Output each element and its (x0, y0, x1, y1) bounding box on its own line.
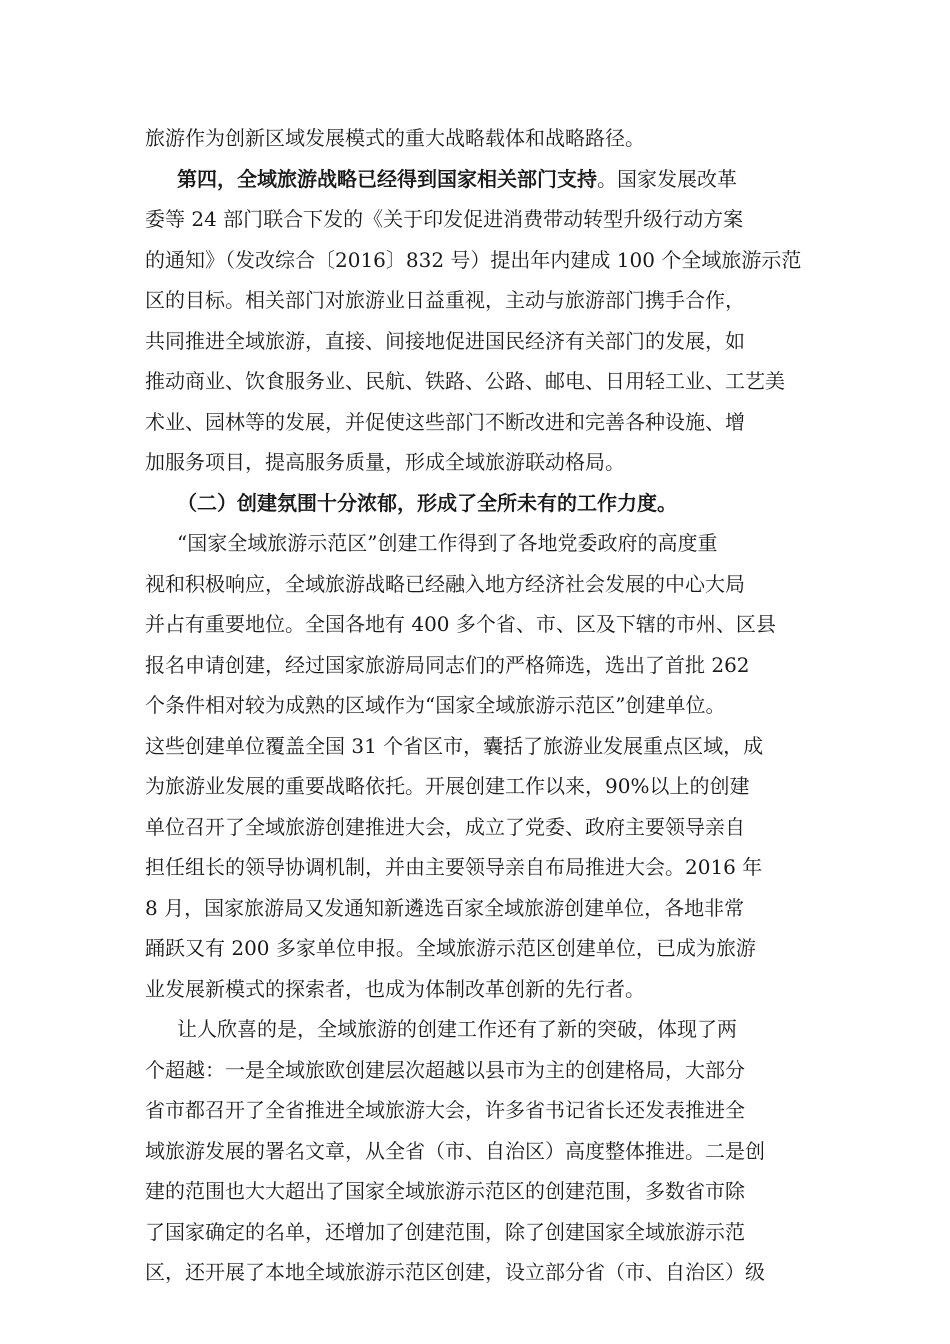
text-line: 旅游作为创新区域发展模式的重大战略载体和战略路径。 (145, 126, 645, 150)
text-line: 踊跃又有 200 多家单位申报。全域旅游示范区创建单位，已成为旅游 (145, 936, 756, 960)
text-line: 业发展新模式的探索者，也成为体制改革创新的先行者。 (145, 976, 645, 1001)
document-body (145, 118, 810, 1293)
text-line: 域旅游发展的署名文章，从全省（市、自治区）高度整体推进。二是创 (145, 1138, 765, 1163)
text-run: 。国家发展改革 (597, 166, 737, 191)
text-line: 让人欣喜的是，全域旅游的创建工作还有了新的突破，体现了两 (177, 1017, 737, 1041)
text-line: 个超越：一是全域旅欧创建层次超越以县市为主的创建格局，大部分 (145, 1057, 745, 1082)
text-line: 区的目标。相关部门对旅游业日益重视，主动与旅游部门携手合作， (145, 288, 745, 312)
text-line: 建的范围也大大超出了国家全域旅游示范区的创建范围，多数省市除 (145, 1179, 745, 1203)
text-line: 省市都召开了全省推进全域旅游大会，许多省书记省长还发表推进全 (145, 1098, 745, 1122)
text-line: 报名申请创建，经过国家旅游局同志们的严格筛选，选出了首批 262 (145, 652, 750, 677)
text-line: 并占有重要地位。全国各地有 400 多个省、市、区及下辖的市州、区县 (145, 612, 776, 636)
text-line: 区，还开展了本地全域旅游示范区创建，设立部分省（市、自治区）级 (145, 1260, 765, 1284)
bold-lead: 第四，全域旅游战略已经得到国家相关部门支持 (177, 166, 597, 191)
text-line: 的通知》（发改综合〔2016〕832 号）提出年内建成 100 个全域旅游示范 (145, 247, 802, 272)
text-line: 视和积极响应，全域旅游战略已经融入地方经济社会发展的中心大局 (145, 571, 745, 596)
text-line: 8 月，国家旅游局又发通知新遴选百家全域旅游创建单位，各地非常 (145, 895, 745, 920)
text-line: 推动商业、饮食服务业、民航、铁路、公路、邮电、日用轻工业、工艺美 (145, 369, 785, 393)
text-line: 加服务项目，提高服务质量，形成全域旅游联动格局。 (145, 450, 625, 474)
text-line: 术业、园林等的发展，并促使这些部门不断改进和完善各种设施、增 (145, 409, 745, 434)
text-line: 了国家确定的名单，还增加了创建范围，除了创建国家全域旅游示范 (145, 1219, 745, 1244)
text-line: 这些创建单位覆盖全国 31 个省区市，囊括了旅游业发展重点区域，成 (145, 733, 764, 758)
text-line: 单位召开了全域旅游创建推进大会，成立了党委、政府主要领导亲自 (145, 814, 745, 839)
text-line (145, 159, 810, 200)
text-line: 为旅游业发展的重要战略依托。开展创建工作以来，90%以上的创建 (145, 774, 750, 798)
text-line: “国家全域旅游示范区”创建工作得到了各地党委政府的高度重 (177, 531, 718, 555)
text-line: 委等 24 部门联合下发的《关于印发促进消费带动转型升级行动方案 (145, 207, 744, 231)
text-line: 担任组长的领导协调机制，并由主要领导亲自布局推进大会。2016 年 (145, 855, 763, 879)
text-line: 个条件相对较为成熟的区域作为“国家全域旅游示范区”创建单位。 (145, 693, 726, 717)
section-heading: （二）创建氛围十分浓郁，形成了全所未有的工作力度。 (177, 490, 677, 515)
text-line: 共同推进全域旅游，直接、间接地促进国民经济有关部门的发展，如 (145, 328, 745, 353)
